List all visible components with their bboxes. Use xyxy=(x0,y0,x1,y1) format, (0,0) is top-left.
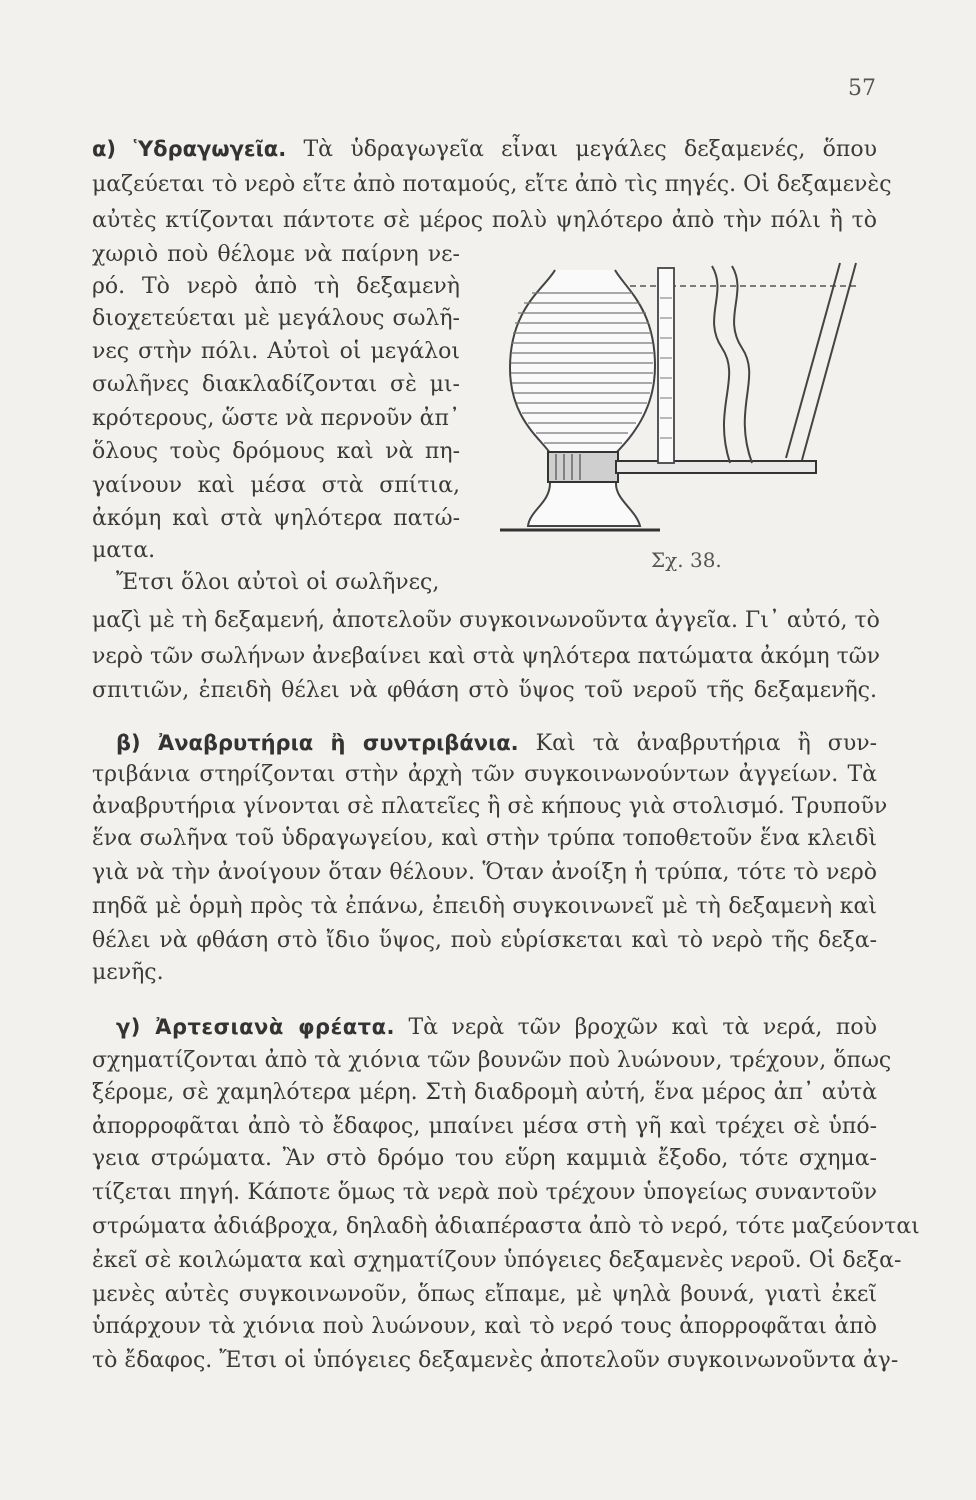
paragraph-line: γιὰ νὰ τὴν ἀνοίγουν ὅταν θέλουν. Ὅταν ἀνοίξη ἡ τρύπα, τότε τὸ νερὸ xyxy=(92,860,877,885)
wavy-pipe-right-wall xyxy=(732,266,752,463)
text-span: Τὰ ὑδραγωγεῖα εἶναι μεγάλες δεξαμενές, ὅπου xyxy=(286,137,877,162)
paragraph-line: διοχετεύεται μὲ μεγάλους σωλῆ- xyxy=(92,306,460,331)
paragraph-line: θέλει νὰ φθάση στὸ ἴδιο ὕψος, ποὺ εὑρίσκεται καὶ τὸ νερὸ τῆς δεξα- xyxy=(92,928,877,953)
figure-caption: Σχ. 38. xyxy=(651,548,722,572)
paragraph-line: κρότερους, ὥστε νὰ περνοῦν ἀπ᾿ xyxy=(92,406,460,431)
paragraph-line: τίζεται πηγή. Κάποτε ὅμως τὰ νερὰ ποὺ τρέχουν ὑπογείως συναντοῦν xyxy=(92,1180,877,1205)
paragraph-line: στρώματα ἀδιάβροχα, δηλαδὴ ἀδιαπέραστα ἀπὸ τὸ νερό, τότε μαζεύονται xyxy=(92,1214,920,1239)
section-heading-fountains: β) Ἀναβρυτήρια ἢ συντριβάνια. xyxy=(116,731,519,755)
text-span: Καὶ τὰ ἀναβρυτήρια ἢ συν- xyxy=(518,731,878,756)
paragraph-line: ἀπορροφᾶται ἀπὸ τὸ ἔδαφος, μπαίνει μέσα στὴ γῆ καὶ τρέχει σὲ ὑπό- xyxy=(92,1114,877,1139)
paragraph-line: ματα. xyxy=(92,538,156,563)
section-heading-artesian-wells: γ) Ἀρτεσιανὰ φρέατα. xyxy=(116,1015,395,1039)
figure-reservoir-diagram xyxy=(490,248,880,548)
paragraph-line: ὑπάρχουν τὰ χιόνια ποὺ λυώνουν, καὶ τὸ νερό τους ἀπορροφᾶται ἀπὸ xyxy=(92,1314,877,1339)
paragraph-line: αὐτὲς κτίζονται πάντοτε σὲ μέρος πολὺ ψηλότερο ἀπὸ τὴν πόλι ἢ τὸ xyxy=(92,208,877,233)
paragraph-line: ἕνα σωλῆνα τοῦ ὑδραγωγείου, καὶ στὴν τρύπα τοποθετοῦν ἕνα κλειδὶ xyxy=(92,826,877,851)
paragraph-line: νερὸ τῶν σωλήνων ἀνεβαίνει καὶ στὰ ψηλότερα πατώματα ἀκόμη τῶν xyxy=(92,644,881,669)
paragraph-line: μενὲς αὐτὲς συγκοινωνοῦν, ὅπως εἴπαμε, μὲ ψηλὰ βουνά, γιατὶ ἐκεῖ xyxy=(92,1282,877,1307)
paragraph-line: μενῆς. xyxy=(92,960,164,985)
paragraph-line: ἀκόμη καὶ στὰ ψηλότερα πατώ- xyxy=(92,506,460,531)
straight-pipe xyxy=(658,268,674,463)
feed-pipe xyxy=(616,461,816,473)
page-number: 57 xyxy=(848,76,876,101)
paragraph-line xyxy=(116,1012,877,1043)
slanted-pipe-left-wall xyxy=(786,263,840,458)
paragraph-line: ξέρομε, σὲ χαμηλότερα μέρη. Στὴ διαδρομὴ αὐτή, ἕνα μέρος ἀπ᾿ αὐτὰ xyxy=(92,1080,877,1105)
paragraph-line: σωλῆνες διακλαδίζονται σὲ μι- xyxy=(92,372,460,397)
paragraph-line: τριβάνια στηρίζονται στὴν ἀρχὴ τῶν συγκοινωνούντων ἀγγείων. Τὰ xyxy=(92,762,877,787)
paragraph-line: ἀναβρυτήρια γίνονται σὲ πλατεῖες ἢ σὲ κήπους γιὰ στολισμό. Τρυποῦν xyxy=(92,794,888,819)
paragraph-line: πηδᾶ μὲ ὁρμὴ πρὸς τὰ ἐπάνω, ἐπειδὴ συγκοινωνεῖ μὲ τὴ δεξαμενὴ καὶ xyxy=(92,894,877,919)
paragraph-line: ἐκεῖ σὲ κοιλώματα καὶ σχηματίζουν ὑπόγειες δεξαμενὲς νεροῦ. Οἱ δεξα- xyxy=(92,1248,902,1273)
paragraph-line: γαίνουν καὶ μέσα στὰ σπίτια, xyxy=(92,473,460,498)
paragraph-line: γεια στρώματα. Ἂν στὸ δρόμο του εὕρη καμμιὰ ἔξοδο, τότε σχημα- xyxy=(92,1146,877,1171)
paragraph-line: νες στὴν πόλι. Αὐτοὶ οἱ μεγάλοι xyxy=(92,339,460,364)
section-heading-hydragogeia: α) Ὑδραγωγεῖα. xyxy=(92,137,287,161)
paragraph-line: μαζὶ μὲ τὴ δεξαμενή, ἀποτελοῦν συγκοινωνοῦντα ἀγγεῖα. Γι᾿ αὐτό, τὸ xyxy=(92,608,880,633)
wavy-pipe-left-wall xyxy=(712,266,730,463)
paragraph-line: τὸ ἔδαφος. Ἔτσι οἱ ὑπόγειες δεξαμενὲς ἀποτελοῦν συγκοινωνοῦντα ἀγ- xyxy=(92,1348,899,1373)
reservoir-vessel xyxy=(510,270,655,526)
vessel-collar xyxy=(548,452,618,482)
slanted-pipe-right-wall xyxy=(802,263,856,460)
paragraph-line: ρό. Τὸ νερὸ ἀπὸ τὴ δεξαμενὴ xyxy=(92,274,460,299)
paragraph-line: σχηματίζονται ἀπὸ τὰ χιόνια τῶν βουνῶν ποὺ λυώνουν, τρέχουν, ὅπως xyxy=(92,1048,892,1073)
reservoir-diagram-svg xyxy=(490,248,880,548)
paragraph-line xyxy=(116,728,877,759)
paragraph-line xyxy=(92,134,877,165)
paragraph-line: μαζεύεται τὸ νερὸ εἴτε ἀπὸ ποταμούς, εἴτε ἀπὸ τὶς πηγές. Οἱ δεξαμενὲς xyxy=(92,172,892,197)
paragraph-line: ὅλους τοὺς δρόμους καὶ νὰ πη- xyxy=(92,439,460,464)
text-span: Τὰ νερὰ τῶν βροχῶν καὶ τὰ νερά, ποὺ xyxy=(395,1015,877,1040)
paragraph-line: χωριὸ ποὺ θέλομε νὰ παίρνη νε- xyxy=(92,242,460,267)
paragraph-line: Ἔτσι ὅλοι αὐτοὶ οἱ σωλῆνες, xyxy=(116,570,440,595)
paragraph-line: σπιτιῶν, ἐπειδὴ θέλει νὰ φθάση στὸ ὕψος τοῦ νεροῦ τῆς δεξαμενῆς. xyxy=(92,678,877,703)
